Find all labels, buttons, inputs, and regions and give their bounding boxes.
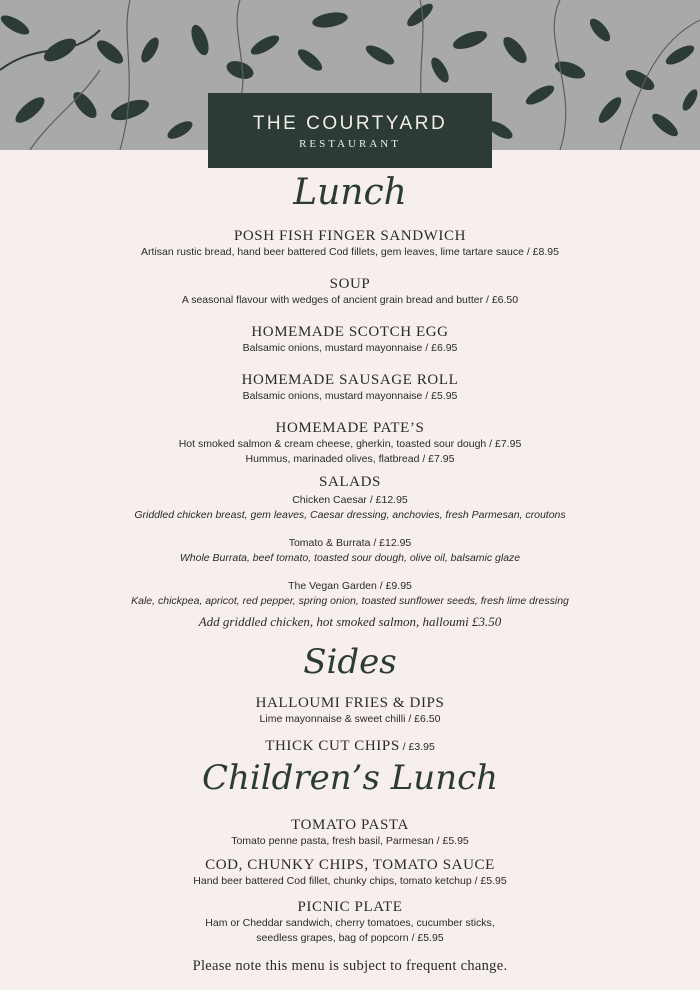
- item-description: Hand beer battered Cod fillet, chunky chips, tomato ketchup / £5.95: [193, 875, 507, 887]
- restaurant-logo: [208, 93, 492, 168]
- item-description: Whole Burrata, beef tomato, toasted sour dough, olive oil, balsamic glaze: [179, 552, 521, 564]
- item-name: THICK CUT CHIPS: [265, 738, 400, 754]
- item-description: Hummus, marinaded olives, flatbread / £7.95: [245, 453, 455, 465]
- menu-item: [0, 817, 700, 849]
- menu-item: [0, 420, 700, 467]
- menu-item: [0, 276, 700, 308]
- item-description: Balsamic onions, mustard mayonnaise / £5.95: [242, 390, 458, 402]
- menu-item: [0, 493, 700, 523]
- restaurant-subtitle: RESTAURANT: [299, 138, 401, 150]
- item-name: HOMEMADE SCOTCH EGG: [251, 324, 449, 340]
- menu-item: [0, 899, 700, 946]
- menu-item: [0, 324, 700, 356]
- item-description: Griddled chicken breast, gem leaves, Caesar dressing, anchovies, fresh Parmesan, croutons: [134, 509, 566, 521]
- item-name: COD, CHUNKY CHIPS, TOMATO SAUCE: [205, 857, 495, 873]
- menu-item: [0, 695, 700, 727]
- menu-footer-note: Please note this menu is subject to frequent change.: [192, 958, 508, 974]
- menu-item: [0, 372, 700, 404]
- item-description: Ham or Cheddar sandwich, cherry tomatoes, cucumber sticks,: [205, 917, 495, 929]
- item-name: HALLOUMI FRIES & DIPS: [255, 695, 445, 711]
- item-price: / £3.95: [399, 741, 435, 753]
- lunch-heading: Lunch: [293, 172, 407, 213]
- item-name: HOMEMADE SAUSAGE ROLL: [241, 372, 459, 388]
- item-description: Artisan rustic bread, hand beer battered Cod fillets, gem leaves, lime tartare sauce / £8.95: [141, 246, 559, 258]
- menu-item: [0, 857, 700, 889]
- menu-item: [0, 536, 700, 566]
- menu-item: [0, 228, 700, 260]
- menu-item: [0, 579, 700, 609]
- item-description: seedless grapes, bag of popcorn / £5.95: [256, 932, 444, 944]
- item-name: HOMEMADE PATE’S: [275, 420, 425, 436]
- item-name: TOMATO PASTA: [291, 817, 409, 833]
- item-description: Lime mayonnaise & sweet chilli / £6.50: [259, 713, 441, 725]
- childrens-lunch-heading: Children’s Lunch: [201, 758, 499, 798]
- item-description: Tomato penne pasta, fresh basil, Parmesan / £5.95: [231, 835, 469, 847]
- item-name: PICNIC PLATE: [297, 899, 403, 915]
- menu-item: [0, 738, 700, 756]
- item-name: Chicken Caesar / £12.95: [292, 494, 408, 506]
- sides-heading: Sides: [303, 642, 397, 682]
- item-description: Hot smoked salmon & cream cheese, gherkin, toasted sour dough / £7.95: [178, 438, 522, 450]
- salads-heading: SALADS: [319, 474, 381, 490]
- item-description: Balsamic onions, mustard mayonnaise / £6.95: [242, 342, 458, 354]
- salad-addon-note: Add griddled chicken, hot smoked salmon, halloumi £3.50: [198, 614, 502, 629]
- item-name: SOUP: [329, 276, 371, 292]
- item-name: POSH FISH FINGER SANDWICH: [233, 228, 467, 244]
- salads-section: [0, 474, 700, 491]
- restaurant-name: THE COURTYARD: [252, 113, 448, 134]
- item-name: Tomato & Burrata / £12.95: [288, 537, 412, 549]
- item-description: A seasonal flavour with wedges of ancient grain bread and butter / £6.50: [181, 294, 519, 306]
- item-name: The Vegan Garden / £9.95: [288, 580, 412, 592]
- item-description: Kale, chickpea, apricot, red pepper, spring onion, toasted sunflower seeds, fresh lime dressing: [131, 595, 569, 607]
